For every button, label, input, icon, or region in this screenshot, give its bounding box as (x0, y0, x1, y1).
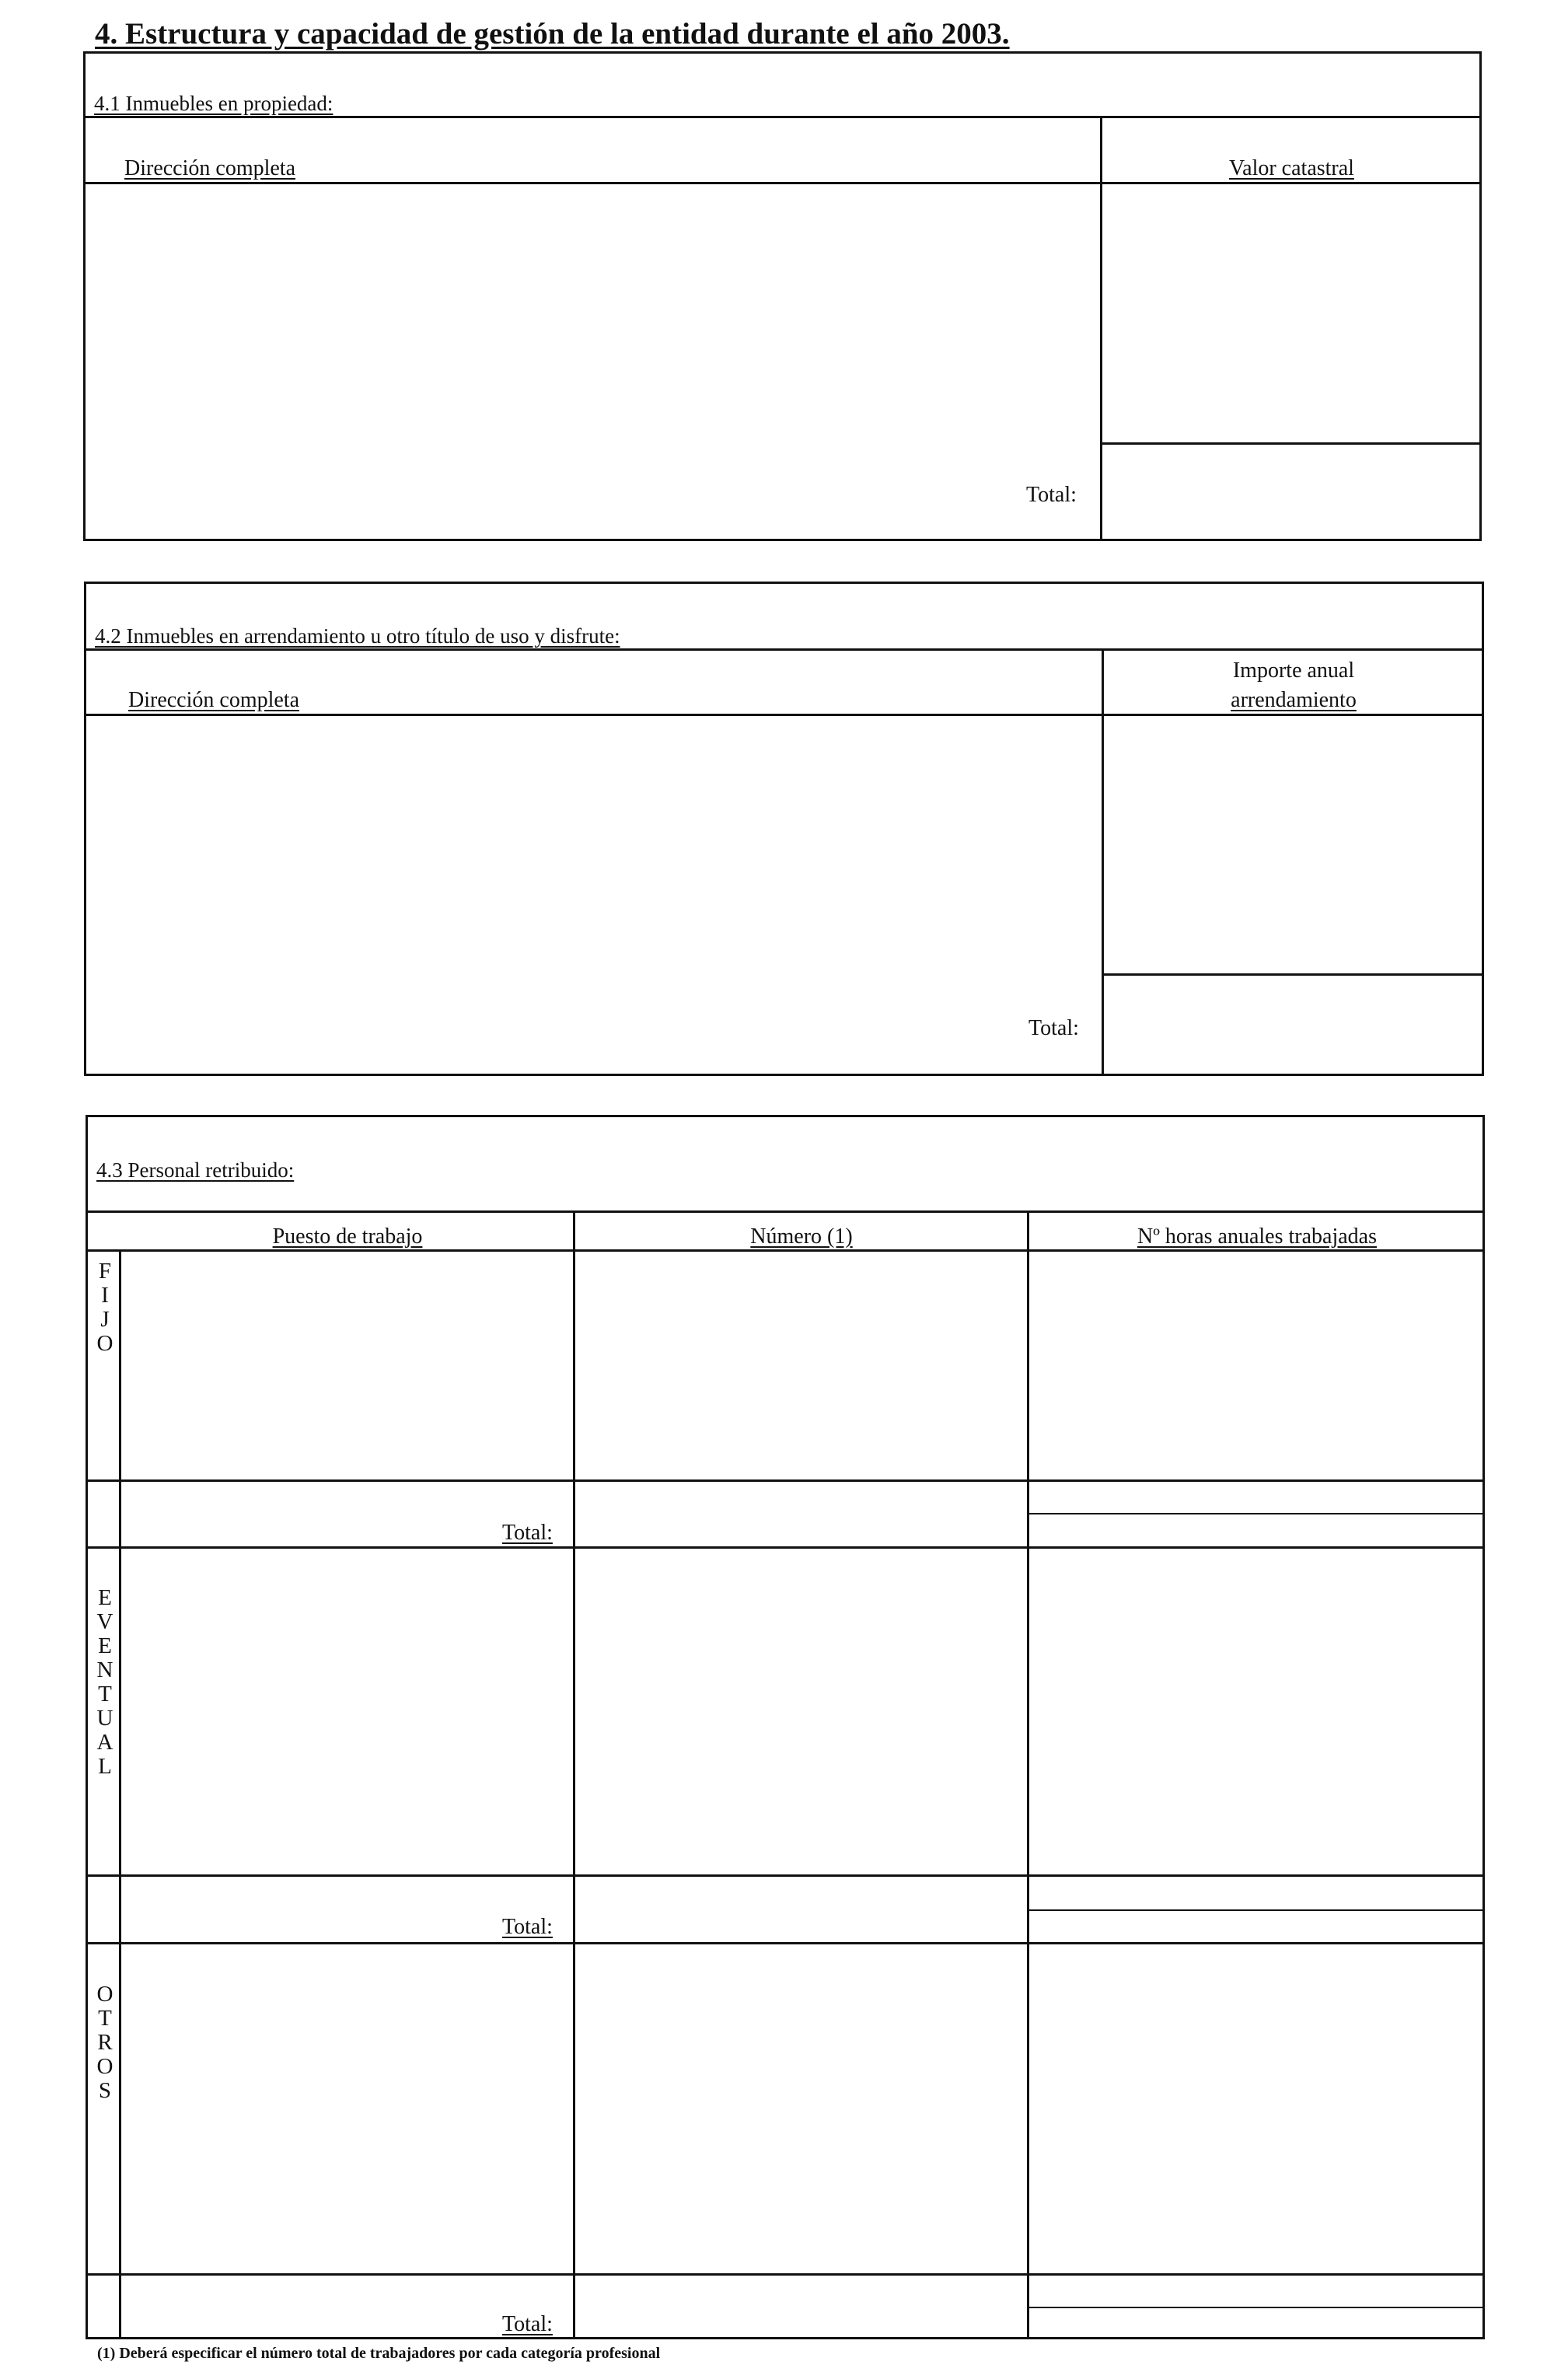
footnote: (1) Deberá especificar el número total de trabajadores por cada categoría profesional (97, 2345, 661, 2362)
total-label: Total: (1028, 1016, 1079, 1040)
column-header-annual-hours: Nº horas anuales trabajadas (1137, 1224, 1377, 1249)
eventual-number-total-input[interactable] (575, 1877, 1027, 1941)
group-label-fijo: F I J O (96, 1259, 113, 1356)
divider (86, 1210, 1485, 1213)
divider (1027, 1909, 1485, 1911)
otros-position-input[interactable] (121, 1944, 573, 2271)
divider (1027, 1513, 1485, 1514)
column-header-cadastral-value: Valor catastral (1229, 156, 1354, 180)
fijo-number-total-input[interactable] (575, 1482, 1027, 1545)
eventual-hours-input[interactable] (1029, 1549, 1482, 1872)
annual-rent-total-input[interactable] (1104, 976, 1482, 1074)
divider (83, 116, 1482, 118)
column-header-address: Dirección completa (124, 156, 296, 180)
total-label: Total: (1026, 483, 1077, 507)
leased-address-input-area[interactable] (86, 716, 1102, 1074)
otros-number-total-input[interactable] (575, 2276, 1027, 2337)
otros-number-input[interactable] (575, 1944, 1027, 2271)
fijo-number-input[interactable] (575, 1252, 1027, 1477)
total-label: Total: (502, 2312, 553, 2336)
fijo-hours-input[interactable] (1029, 1252, 1482, 1477)
eventual-position-input[interactable] (121, 1549, 573, 1872)
total-label: Total: (502, 1915, 553, 1939)
group-label-otros: O T R O S (96, 1982, 113, 2103)
cadastral-total-input[interactable] (1102, 445, 1479, 539)
column-header-annual-rent-line1: Importe anual (1232, 659, 1355, 683)
column-header-address: Dirección completa (128, 688, 300, 712)
total-label: Total: (502, 1521, 553, 1545)
eventual-hours-total-input[interactable] (1029, 1877, 1482, 1941)
column-header-number: Número (1) (750, 1224, 853, 1249)
address-input-area[interactable] (86, 184, 1100, 539)
section-4-1-title: 4.1 Inmuebles en propiedad: (94, 92, 334, 115)
eventual-number-input[interactable] (575, 1549, 1027, 1872)
fijo-position-input[interactable] (121, 1252, 573, 1477)
otros-hours-input[interactable] (1029, 1944, 1482, 2271)
section-4-2-title: 4.2 Inmuebles en arrendamiento u otro título de uso y disfrute: (95, 624, 620, 648)
column-header-annual-rent-line2: arrendamiento (1231, 688, 1357, 712)
section-4-3-title: 4.3 Personal retribuido: (96, 1158, 295, 1182)
divider (1027, 2307, 1485, 2308)
cadastral-value-input-area[interactable] (1102, 184, 1479, 442)
annual-rent-input-area[interactable] (1104, 716, 1482, 973)
column-header-job-position: Puesto de trabajo (272, 1224, 423, 1249)
page-title: 4. Estructura y capacidad de gestión de la entidad durante el año 2003. (95, 17, 1010, 51)
divider (84, 648, 1484, 651)
group-label-eventual: E V E N T U A L (96, 1585, 113, 1779)
